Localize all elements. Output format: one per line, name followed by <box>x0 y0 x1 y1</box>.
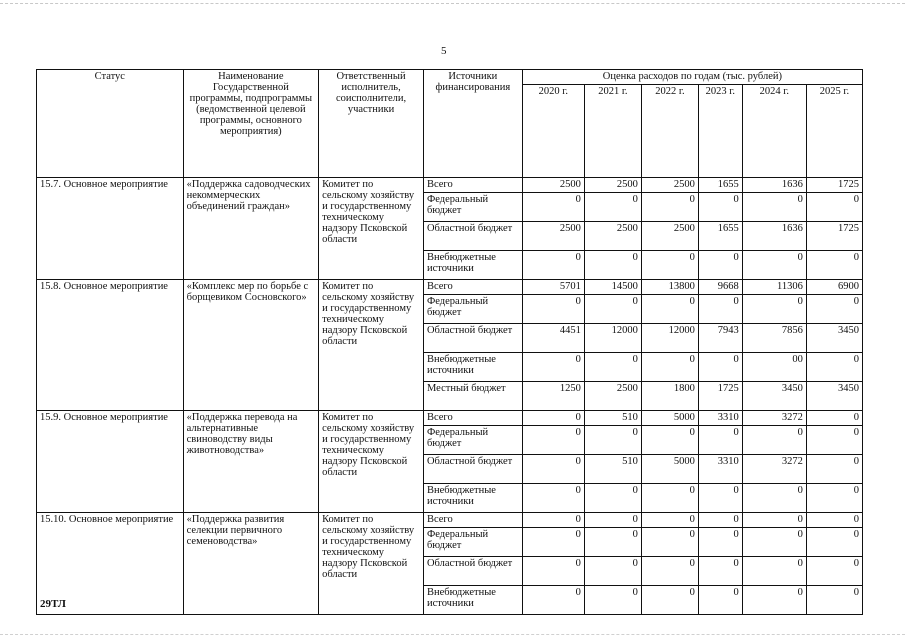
expense-value-cell: 0 <box>584 295 641 324</box>
expense-value-cell: 0 <box>641 528 698 557</box>
header-expenses: Оценка расходов по годам (тыс. рублей) <box>522 70 862 85</box>
funding-source-cell: Всего <box>423 178 522 193</box>
funding-source-cell: Федеральный бюджет <box>423 193 522 222</box>
expense-value-cell: 0 <box>806 411 862 426</box>
expense-value-cell: 0 <box>698 193 742 222</box>
expense-value-cell: 0 <box>641 513 698 528</box>
expense-value-cell: 0 <box>641 193 698 222</box>
funding-source-cell: Внебюджетные источники <box>423 484 522 513</box>
expense-value-cell: 1250 <box>522 382 584 411</box>
expense-value-cell: 12000 <box>584 324 641 353</box>
expense-value-cell: 2500 <box>641 178 698 193</box>
expense-value-cell: 0 <box>641 295 698 324</box>
executor-cell: Комитет по сельскому хозяйству и государственному техническому надзору Псковской области <box>319 411 424 513</box>
expense-value-cell: 3450 <box>806 324 862 353</box>
expense-value-cell: 14500 <box>584 280 641 295</box>
expense-value-cell: 3310 <box>698 455 742 484</box>
status-cell: 15.10. Основное мероприятие <box>37 513 184 615</box>
expense-value-cell: 0 <box>641 251 698 280</box>
expense-value-cell: 1725 <box>806 178 862 193</box>
funding-source-cell: Внебюджетные источники <box>423 353 522 382</box>
expense-value-cell: 3450 <box>806 382 862 411</box>
expense-value-cell: 5000 <box>641 411 698 426</box>
expense-value-cell: 0 <box>806 455 862 484</box>
expense-value-cell: 1725 <box>698 382 742 411</box>
table-row <box>37 411 863 426</box>
funding-source-cell: Федеральный бюджет <box>423 426 522 455</box>
header-year: 2020 г. <box>522 85 584 178</box>
expense-value-cell: 9668 <box>698 280 742 295</box>
expense-value-cell: 0 <box>742 557 806 586</box>
expense-value-cell: 510 <box>584 411 641 426</box>
funding-source-cell: Областной бюджет <box>423 222 522 251</box>
expense-value-cell: 1655 <box>698 178 742 193</box>
funding-source-cell: Федеральный бюджет <box>423 528 522 557</box>
budget-table-body <box>37 178 863 615</box>
expense-value-cell: 0 <box>742 193 806 222</box>
expense-value-cell: 0 <box>742 513 806 528</box>
expense-value-cell: 3450 <box>742 382 806 411</box>
header-year: 2025 г. <box>806 85 862 178</box>
funding-source-cell: Внебюджетные источники <box>423 586 522 615</box>
expense-value-cell: 0 <box>641 353 698 382</box>
header-year: 2021 г. <box>584 85 641 178</box>
expense-value-cell: 0 <box>742 528 806 557</box>
status-cell: 15.7. Основное мероприятие <box>37 178 184 280</box>
table-row <box>37 178 863 193</box>
expense-value-cell: 0 <box>698 353 742 382</box>
expense-value-cell: 0 <box>742 586 806 615</box>
funding-source-cell: Областной бюджет <box>423 324 522 353</box>
expense-value-cell: 0 <box>641 426 698 455</box>
expense-value-cell: 0 <box>806 295 862 324</box>
funding-source-cell: Областной бюджет <box>423 557 522 586</box>
expense-value-cell: 0 <box>806 528 862 557</box>
expense-value-cell: 2500 <box>522 222 584 251</box>
funding-source-cell: Местный бюджет <box>423 382 522 411</box>
expense-value-cell: 0 <box>698 295 742 324</box>
header-executor: Ответственный исполнитель, соисполнители, участники <box>319 70 424 178</box>
expense-value-cell: 3272 <box>742 455 806 484</box>
expense-value-cell: 3310 <box>698 411 742 426</box>
expense-value-cell: 2500 <box>584 178 641 193</box>
expense-value-cell: 0 <box>522 513 584 528</box>
program-name-cell: «Поддержка перевода на альтернативные свиноводству виды животноводства» <box>183 411 318 513</box>
program-name-cell: «Комплекс мер по борьбе с борщевиком Сосновского» <box>183 280 318 411</box>
expense-value-cell: 0 <box>641 586 698 615</box>
status-cell: 15.8. Основное мероприятие <box>37 280 184 411</box>
program-name-cell: «Поддержка садоводческих некоммерческих объединений граждан» <box>183 178 318 280</box>
expense-value-cell: 0 <box>806 193 862 222</box>
expense-value-cell: 0 <box>584 586 641 615</box>
expense-value-cell: 0 <box>698 586 742 615</box>
program-name-cell: «Поддержка развития селекции первичного семеноводства» <box>183 513 318 615</box>
executor-cell: Комитет по сельскому хозяйству и государственному техническому надзору Псковской области <box>319 513 424 615</box>
header-year: 2022 г. <box>641 85 698 178</box>
expense-value-cell: 1636 <box>742 222 806 251</box>
expense-value-cell: 0 <box>584 557 641 586</box>
expense-value-cell: 12000 <box>641 324 698 353</box>
expense-value-cell: 0 <box>698 557 742 586</box>
expense-value-cell: 1725 <box>806 222 862 251</box>
expense-value-cell: 5000 <box>641 455 698 484</box>
expense-value-cell: 0 <box>698 251 742 280</box>
expense-value-cell: 00 <box>742 353 806 382</box>
expense-value-cell: 13800 <box>641 280 698 295</box>
header-status: Статус <box>37 70 184 178</box>
expense-value-cell: 0 <box>522 295 584 324</box>
executor-cell: Комитет по сельскому хозяйству и государственному техническому надзору Псковской области <box>319 178 424 280</box>
expense-value-cell: 0 <box>641 557 698 586</box>
expense-value-cell: 5701 <box>522 280 584 295</box>
expense-value-cell: 0 <box>522 426 584 455</box>
funding-source-cell: Областной бюджет <box>423 455 522 484</box>
expense-value-cell: 0 <box>584 193 641 222</box>
header-program-name: Наименование Государственной программы, подпрограммы (ведомственной целевой программы, основного мероприятия) <box>183 70 318 178</box>
expense-value-cell: 0 <box>806 484 862 513</box>
scan-edge-bottom <box>0 634 905 635</box>
expense-value-cell: 0 <box>698 426 742 455</box>
expense-value-cell: 0 <box>742 251 806 280</box>
expense-value-cell: 0 <box>698 513 742 528</box>
expense-value-cell: 6900 <box>806 280 862 295</box>
expense-value-cell: 7856 <box>742 324 806 353</box>
funding-source-cell: Всего <box>423 280 522 295</box>
status-cell: 15.9. Основное мероприятие <box>37 411 184 513</box>
expense-value-cell: 3272 <box>742 411 806 426</box>
expense-value-cell: 0 <box>522 411 584 426</box>
funding-source-cell: Федеральный бюджет <box>423 295 522 324</box>
expense-value-cell: 0 <box>806 251 862 280</box>
expense-value-cell: 0 <box>742 295 806 324</box>
expense-value-cell: 0 <box>806 353 862 382</box>
scan-edge-top <box>0 3 905 4</box>
table-row <box>37 280 863 295</box>
expense-value-cell: 0 <box>584 484 641 513</box>
expense-value-cell: 0 <box>584 251 641 280</box>
expense-value-cell: 0 <box>806 557 862 586</box>
expense-value-cell: 0 <box>584 353 641 382</box>
expense-value-cell: 0 <box>522 193 584 222</box>
expense-value-cell: 0 <box>698 484 742 513</box>
expense-value-cell: 2500 <box>584 382 641 411</box>
expense-value-cell: 0 <box>742 426 806 455</box>
expense-value-cell: 0 <box>522 528 584 557</box>
header-year: 2024 г. <box>742 85 806 178</box>
expense-value-cell: 0 <box>522 251 584 280</box>
header-year: 2023 г. <box>698 85 742 178</box>
expense-value-cell: 0 <box>584 426 641 455</box>
budget-table <box>36 69 863 615</box>
expense-value-cell: 0 <box>584 528 641 557</box>
expense-value-cell: 0 <box>806 513 862 528</box>
header-sources: Источники финансирования <box>423 70 522 178</box>
expense-value-cell: 1655 <box>698 222 742 251</box>
expense-value-cell: 0 <box>698 528 742 557</box>
expense-value-cell: 1800 <box>641 382 698 411</box>
expense-value-cell: 11306 <box>742 280 806 295</box>
expense-value-cell: 0 <box>806 586 862 615</box>
expense-value-cell: 0 <box>641 484 698 513</box>
expense-value-cell: 0 <box>806 426 862 455</box>
page-number: 5 <box>441 45 447 57</box>
expense-value-cell: 4451 <box>522 324 584 353</box>
expense-value-cell: 0 <box>522 455 584 484</box>
funding-source-cell: Всего <box>423 411 522 426</box>
expense-value-cell: 2500 <box>641 222 698 251</box>
expense-value-cell: 2500 <box>522 178 584 193</box>
footer-code: 29ТЛ <box>40 598 66 610</box>
expense-value-cell: 2500 <box>584 222 641 251</box>
expense-value-cell: 0 <box>522 484 584 513</box>
funding-source-cell: Всего <box>423 513 522 528</box>
executor-cell: Комитет по сельскому хозяйству и государственному техническому надзору Псковской области <box>319 280 424 411</box>
expense-value-cell: 0 <box>522 353 584 382</box>
table-row <box>37 513 863 528</box>
expense-value-cell: 7943 <box>698 324 742 353</box>
expense-value-cell: 1636 <box>742 178 806 193</box>
expense-value-cell: 0 <box>742 484 806 513</box>
expense-value-cell: 0 <box>584 513 641 528</box>
funding-source-cell: Внебюджетные источники <box>423 251 522 280</box>
expense-value-cell: 510 <box>584 455 641 484</box>
expense-value-cell: 0 <box>522 586 584 615</box>
expense-value-cell: 0 <box>522 557 584 586</box>
